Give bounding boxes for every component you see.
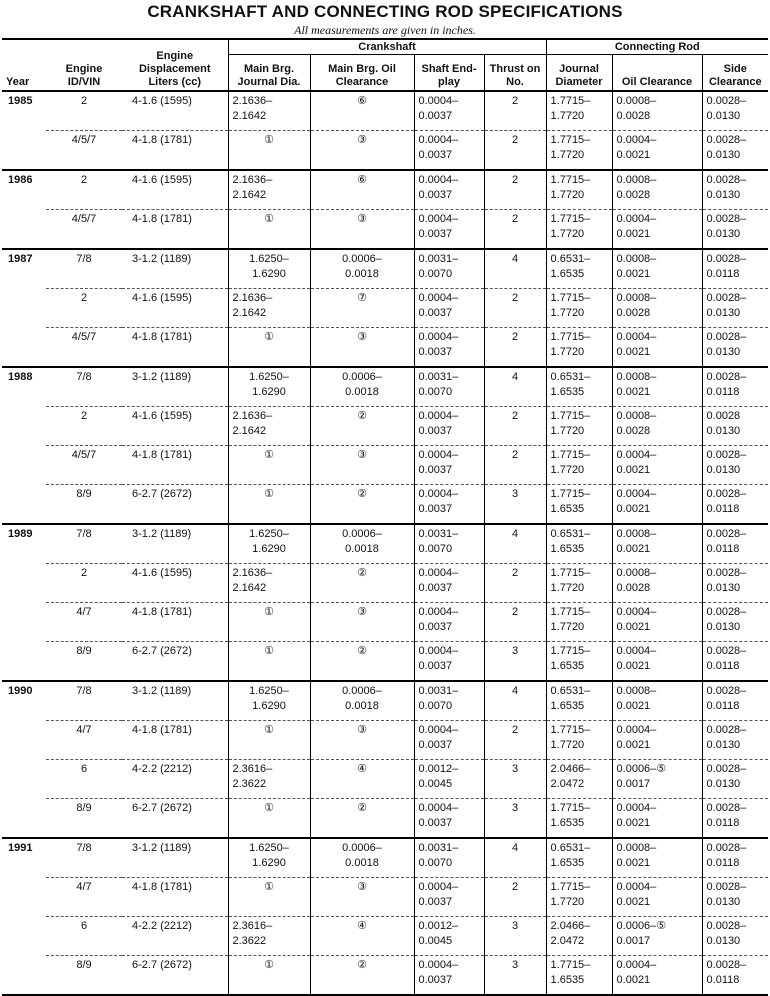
main-brg-oil-cell: 0.0006– 0.0018 xyxy=(310,681,414,721)
year-cell xyxy=(2,721,46,760)
table-row xyxy=(2,721,768,760)
year-cell: 1990 xyxy=(2,681,46,721)
main-brg-oil-cell: ③ xyxy=(310,210,414,250)
table-row xyxy=(2,170,768,210)
engine-id-cell: 7/8 xyxy=(46,681,122,721)
table-row xyxy=(2,131,768,171)
journal-diameter-cell: 1.7715– 1.7720 xyxy=(546,91,612,131)
main-brg-journal-cell: ① xyxy=(228,721,310,760)
rod-oil-clearance-cell: 0.0006–⑤ 0.0017 xyxy=(612,760,702,799)
side-clearance-cell: 0.0028– 0.0118 xyxy=(702,249,768,289)
displacement-cell: 3-1.2 (1189) xyxy=(122,524,228,564)
page-title: CRANKSHAFT AND CONNECTING ROD SPECIFICATIONS xyxy=(147,2,623,21)
header-crankshaft-group: Crankshaft xyxy=(228,39,546,55)
side-clearance-cell: 0.0028– 0.0130 xyxy=(702,760,768,799)
main-brg-oil-cell: ③ xyxy=(310,131,414,171)
journal-diameter-cell: 1.7715– 1.6535 xyxy=(546,642,612,682)
table-row xyxy=(2,956,768,995)
engine-id-cell: 4/5/7 xyxy=(46,131,122,171)
journal-diameter-cell: 1.7715– 1.7720 xyxy=(546,328,612,368)
header-connecting-rod-group: Connecting Rod xyxy=(546,39,768,55)
rod-oil-clearance-cell: 0.0008– 0.0028 xyxy=(612,289,702,328)
displacement-cell: 4-1.8 (1781) xyxy=(122,603,228,642)
engine-id-cell: 4/5/7 xyxy=(46,328,122,368)
rod-oil-clearance-cell: 0.0004– 0.0021 xyxy=(612,328,702,368)
thrust-on-no-cell: 3 xyxy=(484,760,546,799)
main-brg-oil-cell: ② xyxy=(310,642,414,682)
thrust-on-no-cell: 3 xyxy=(484,956,546,995)
engine-id-cell: 8/9 xyxy=(46,485,122,525)
displacement-cell: 4-1.6 (1595) xyxy=(122,289,228,328)
year-cell xyxy=(2,210,46,250)
engine-id-cell: 2 xyxy=(46,91,122,131)
side-clearance-cell: 0.0028– 0.0130 xyxy=(702,131,768,171)
main-brg-journal-cell: 1.6250– 1.6290 xyxy=(228,838,310,878)
side-clearance-cell: 0.0028– 0.0118 xyxy=(702,799,768,839)
main-brg-oil-cell: ② xyxy=(310,564,414,603)
year-cell xyxy=(2,131,46,171)
journal-diameter-cell: 1.7715– 1.6535 xyxy=(546,799,612,839)
shaft-end-play-cell: 0.0012– 0.0045 xyxy=(414,760,484,799)
rod-oil-clearance-cell: 0.0008– 0.0028 xyxy=(612,170,702,210)
engine-id-cell: 4/7 xyxy=(46,721,122,760)
year-cell: 1989 xyxy=(2,524,46,564)
main-brg-oil-cell: ④ xyxy=(310,760,414,799)
main-brg-journal-cell: ① xyxy=(228,210,310,250)
table-header xyxy=(2,39,768,91)
engine-id-cell: 2 xyxy=(46,564,122,603)
journal-diameter-cell: 0.6531– 1.6535 xyxy=(546,681,612,721)
table-row xyxy=(2,799,768,839)
thrust-on-no-cell: 3 xyxy=(484,799,546,839)
header-side-clearance: Side Clearance xyxy=(702,55,768,92)
side-clearance-cell: 0.0028– 0.0130 xyxy=(702,170,768,210)
year-cell xyxy=(2,878,46,917)
shaft-end-play-cell: 0.0004– 0.0037 xyxy=(414,878,484,917)
journal-diameter-cell: 2.0466– 2.0472 xyxy=(546,917,612,956)
rod-oil-clearance-cell: 0.0004– 0.0021 xyxy=(612,131,702,171)
header-oil-clearance: Oil Clearance xyxy=(612,55,702,92)
table-row xyxy=(2,760,768,799)
displacement-cell: 4-1.6 (1595) xyxy=(122,91,228,131)
thrust-on-no-cell: 2 xyxy=(484,564,546,603)
displacement-cell: 4-1.8 (1781) xyxy=(122,210,228,250)
journal-diameter-cell: 1.7715– 1.7720 xyxy=(546,210,612,250)
journal-diameter-cell: 1.7715– 1.7720 xyxy=(546,446,612,485)
side-clearance-cell: 0.0028– 0.0130 xyxy=(702,721,768,760)
rod-oil-clearance-cell: 0.0008– 0.0028 xyxy=(612,407,702,446)
table-row xyxy=(2,642,768,682)
main-brg-oil-cell: 0.0006– 0.0018 xyxy=(310,367,414,407)
main-brg-oil-cell: ③ xyxy=(310,878,414,917)
engine-id-cell: 2 xyxy=(46,407,122,446)
thrust-on-no-cell: 4 xyxy=(484,524,546,564)
side-clearance-cell: 0.0028– 0.0130 xyxy=(702,210,768,250)
year-cell xyxy=(2,956,46,995)
side-clearance-cell: 0.0028– 0.0118 xyxy=(702,956,768,995)
year-cell: 1986 xyxy=(2,170,46,210)
main-brg-journal-cell: 2.1636– 2.1642 xyxy=(228,91,310,131)
rod-oil-clearance-cell: 0.0004– 0.0021 xyxy=(612,446,702,485)
main-brg-journal-cell: 2.1636– 2.1642 xyxy=(228,289,310,328)
thrust-on-no-cell: 2 xyxy=(484,603,546,642)
shaft-end-play-cell: 0.0004– 0.0037 xyxy=(414,210,484,250)
thrust-on-no-cell: 2 xyxy=(484,91,546,131)
header-main-brg-oil: Main Brg. Oil Clearance xyxy=(310,55,414,92)
table-row xyxy=(2,91,768,131)
thrust-on-no-cell: 2 xyxy=(484,446,546,485)
main-brg-journal-cell: 2.1636– 2.1642 xyxy=(228,407,310,446)
thrust-on-no-cell: 4 xyxy=(484,249,546,289)
rod-oil-clearance-cell: 0.0006–⑤ 0.0017 xyxy=(612,917,702,956)
shaft-end-play-cell: 0.0031– 0.0070 xyxy=(414,249,484,289)
shaft-end-play-cell: 0.0004– 0.0037 xyxy=(414,407,484,446)
engine-id-cell: 7/8 xyxy=(46,367,122,407)
side-clearance-cell: 0.0028– 0.0130 xyxy=(702,917,768,956)
thrust-on-no-cell: 3 xyxy=(484,485,546,525)
displacement-cell: 4-1.8 (1781) xyxy=(122,878,228,917)
engine-id-cell: 4/7 xyxy=(46,603,122,642)
shaft-end-play-cell: 0.0004– 0.0037 xyxy=(414,91,484,131)
side-clearance-cell: 0.0028– 0.0130 xyxy=(702,564,768,603)
main-brg-journal-cell: ① xyxy=(228,642,310,682)
shaft-end-play-cell: 0.0004– 0.0037 xyxy=(414,328,484,368)
year-cell: 1988 xyxy=(2,367,46,407)
thrust-on-no-cell: 2 xyxy=(484,170,546,210)
journal-diameter-cell: 1.7715– 1.7720 xyxy=(546,289,612,328)
table-row xyxy=(2,249,768,289)
rod-oil-clearance-cell: 0.0004– 0.0021 xyxy=(612,956,702,995)
rod-oil-clearance-cell: 0.0008– 0.0021 xyxy=(612,249,702,289)
table-row xyxy=(2,328,768,368)
journal-diameter-cell: 1.7715– 1.7720 xyxy=(546,603,612,642)
main-brg-oil-cell: ② xyxy=(310,956,414,995)
journal-diameter-cell: 1.7715– 1.7720 xyxy=(546,170,612,210)
main-brg-journal-cell: ① xyxy=(228,131,310,171)
main-brg-journal-cell: ① xyxy=(228,878,310,917)
journal-diameter-cell: 0.6531– 1.6535 xyxy=(546,838,612,878)
main-brg-oil-cell: ② xyxy=(310,799,414,839)
table-row xyxy=(2,524,768,564)
journal-diameter-cell: 0.6531– 1.6535 xyxy=(546,524,612,564)
main-brg-oil-cell: ⑥ xyxy=(310,170,414,210)
main-brg-journal-cell: ① xyxy=(228,485,310,525)
journal-diameter-cell: 1.7715– 1.6535 xyxy=(546,956,612,995)
displacement-cell: 4-1.6 (1595) xyxy=(122,407,228,446)
main-brg-journal-cell: ① xyxy=(228,446,310,485)
side-clearance-cell: 0.0028– 0.0130 xyxy=(702,603,768,642)
side-clearance-cell: 0.0028– 0.0118 xyxy=(702,524,768,564)
main-brg-oil-cell: ③ xyxy=(310,328,414,368)
main-brg-oil-cell: ③ xyxy=(310,721,414,760)
year-cell xyxy=(2,407,46,446)
side-clearance-cell: 0.0028– 0.0130 xyxy=(702,878,768,917)
table-row xyxy=(2,838,768,878)
header-thrust-on-no: Thrust on No. xyxy=(484,55,546,92)
engine-id-cell: 2 xyxy=(46,289,122,328)
rod-oil-clearance-cell: 0.0004– 0.0021 xyxy=(612,603,702,642)
displacement-cell: 4-1.8 (1781) xyxy=(122,721,228,760)
main-brg-journal-cell: 1.6250– 1.6290 xyxy=(228,249,310,289)
shaft-end-play-cell: 0.0004– 0.0037 xyxy=(414,170,484,210)
displacement-cell: 4-1.8 (1781) xyxy=(122,328,228,368)
displacement-cell: 6-2.7 (2672) xyxy=(122,956,228,995)
engine-id-cell: 7/8 xyxy=(46,249,122,289)
shaft-end-play-cell: 0.0031– 0.0070 xyxy=(414,681,484,721)
main-brg-oil-cell: 0.0006– 0.0018 xyxy=(310,524,414,564)
shaft-end-play-cell: 0.0004– 0.0037 xyxy=(414,564,484,603)
rod-oil-clearance-cell: 0.0004– 0.0021 xyxy=(612,878,702,917)
thrust-on-no-cell: 2 xyxy=(484,328,546,368)
main-brg-oil-cell: ② xyxy=(310,407,414,446)
displacement-cell: 4-1.8 (1781) xyxy=(122,446,228,485)
main-brg-journal-cell: ① xyxy=(228,799,310,839)
displacement-cell: 4-2.2 (2212) xyxy=(122,917,228,956)
engine-id-cell: 8/9 xyxy=(46,642,122,682)
thrust-on-no-cell: 2 xyxy=(484,721,546,760)
journal-diameter-cell: 1.7715– 1.7720 xyxy=(546,131,612,171)
displacement-cell: 4-1.6 (1595) xyxy=(122,170,228,210)
year-cell xyxy=(2,564,46,603)
header-displacement: Engine Displacement Liters (cc) xyxy=(138,50,211,88)
main-brg-journal-cell: ① xyxy=(228,328,310,368)
displacement-cell: 4-1.8 (1781) xyxy=(122,131,228,171)
table-body xyxy=(2,91,768,994)
header-year: Year xyxy=(6,76,30,88)
shaft-end-play-cell: 0.0004– 0.0037 xyxy=(414,799,484,839)
table-row xyxy=(2,681,768,721)
main-brg-journal-cell: 2.3616– 2.3622 xyxy=(228,760,310,799)
main-brg-journal-cell: 2.1636– 2.1642 xyxy=(228,170,310,210)
journal-diameter-cell: 1.7715– 1.7720 xyxy=(546,407,612,446)
journal-diameter-cell: 0.6531– 1.6535 xyxy=(546,249,612,289)
rod-oil-clearance-cell: 0.0008– 0.0028 xyxy=(612,564,702,603)
rod-oil-clearance-cell: 0.0004– 0.0021 xyxy=(612,721,702,760)
rod-oil-clearance-cell: 0.0008– 0.0021 xyxy=(612,838,702,878)
shaft-end-play-cell: 0.0004– 0.0037 xyxy=(414,721,484,760)
side-clearance-cell: 0.0028– 0.0130 xyxy=(702,446,768,485)
thrust-on-no-cell: 3 xyxy=(484,642,546,682)
rod-oil-clearance-cell: 0.0004– 0.0021 xyxy=(612,642,702,682)
main-brg-journal-cell: 1.6250– 1.6290 xyxy=(228,524,310,564)
shaft-end-play-cell: 0.0004– 0.0037 xyxy=(414,446,484,485)
shaft-end-play-cell: 0.0031– 0.0070 xyxy=(414,524,484,564)
page-subtitle: All measurements are given in inches. xyxy=(294,23,476,37)
side-clearance-cell: 0.0028– 0.0130 xyxy=(702,91,768,131)
displacement-cell: 3-1.2 (1189) xyxy=(122,249,228,289)
thrust-on-no-cell: 2 xyxy=(484,289,546,328)
year-cell xyxy=(2,760,46,799)
engine-id-cell: 6 xyxy=(46,760,122,799)
side-clearance-cell: 0.0028– 0.0118 xyxy=(702,367,768,407)
main-brg-oil-cell: 0.0006– 0.0018 xyxy=(310,838,414,878)
year-cell xyxy=(2,917,46,956)
displacement-cell: 3-1.2 (1189) xyxy=(122,838,228,878)
table-row xyxy=(2,446,768,485)
year-cell xyxy=(2,642,46,682)
main-brg-oil-cell: ③ xyxy=(310,603,414,642)
table-row xyxy=(2,485,768,525)
main-brg-oil-cell: ④ xyxy=(310,917,414,956)
table-row xyxy=(2,878,768,917)
journal-diameter-cell: 1.7715– 1.7720 xyxy=(546,878,612,917)
thrust-on-no-cell: 4 xyxy=(484,367,546,407)
shaft-end-play-cell: 0.0004– 0.0037 xyxy=(414,131,484,171)
table-row xyxy=(2,917,768,956)
shaft-end-play-cell: 0.0031– 0.0070 xyxy=(414,838,484,878)
main-brg-journal-cell: 1.6250– 1.6290 xyxy=(228,367,310,407)
table-row xyxy=(2,564,768,603)
rod-oil-clearance-cell: 0.0004– 0.0021 xyxy=(612,485,702,525)
journal-diameter-cell: 2.0466– 2.0472 xyxy=(546,760,612,799)
displacement-cell: 4-2.2 (2212) xyxy=(122,760,228,799)
table-row xyxy=(2,289,768,328)
table-row xyxy=(2,367,768,407)
header-engine-id: Engine ID/VIN xyxy=(65,63,103,88)
side-clearance-cell: 0.0028– 0.0130 xyxy=(702,289,768,328)
engine-id-cell: 4/5/7 xyxy=(46,446,122,485)
displacement-cell: 6-2.7 (2672) xyxy=(122,485,228,525)
displacement-cell: 4-1.6 (1595) xyxy=(122,564,228,603)
journal-diameter-cell: 0.6531– 1.6535 xyxy=(546,367,612,407)
main-brg-journal-cell: 1.6250– 1.6290 xyxy=(228,681,310,721)
shaft-end-play-cell: 0.0004– 0.0037 xyxy=(414,603,484,642)
side-clearance-cell: 0.0028– 0.0118 xyxy=(702,681,768,721)
engine-id-cell: 6 xyxy=(46,917,122,956)
header-main-brg-journal: Main Brg. Journal Dia. xyxy=(228,55,310,92)
side-clearance-cell: 0.0028– 0.0130 xyxy=(702,328,768,368)
shaft-end-play-cell: 0.0012– 0.0045 xyxy=(414,917,484,956)
engine-id-cell: 4/5/7 xyxy=(46,210,122,250)
side-clearance-cell: 0.0028 0.0130 xyxy=(702,407,768,446)
displacement-cell: 3-1.2 (1189) xyxy=(122,681,228,721)
table-row xyxy=(2,210,768,250)
shaft-end-play-cell: 0.0004– 0.0037 xyxy=(414,485,484,525)
thrust-on-no-cell: 2 xyxy=(484,878,546,917)
rod-oil-clearance-cell: 0.0004– 0.0021 xyxy=(612,210,702,250)
shaft-end-play-cell: 0.0004– 0.0037 xyxy=(414,956,484,995)
table-row xyxy=(2,407,768,446)
shaft-end-play-cell: 0.0004– 0.0037 xyxy=(414,642,484,682)
main-brg-journal-cell: ① xyxy=(228,603,310,642)
rod-oil-clearance-cell: 0.0008– 0.0028 xyxy=(612,91,702,131)
main-brg-oil-cell: 0.0006– 0.0018 xyxy=(310,249,414,289)
rod-oil-clearance-cell: 0.0008– 0.0021 xyxy=(612,681,702,721)
main-brg-oil-cell: ⑦ xyxy=(310,289,414,328)
journal-diameter-cell: 1.7715– 1.7720 xyxy=(546,564,612,603)
journal-diameter-cell: 1.7715– 1.6535 xyxy=(546,485,612,525)
side-clearance-cell: 0.0028– 0.0118 xyxy=(702,485,768,525)
thrust-on-no-cell: 3 xyxy=(484,917,546,956)
engine-id-cell: 7/8 xyxy=(46,524,122,564)
rod-oil-clearance-cell: 0.0004– 0.0021 xyxy=(612,799,702,839)
main-brg-oil-cell: ③ xyxy=(310,446,414,485)
side-clearance-cell: 0.0028– 0.0118 xyxy=(702,838,768,878)
table-row xyxy=(2,603,768,642)
journal-diameter-cell: 1.7715– 1.7720 xyxy=(546,721,612,760)
main-brg-journal-cell: ① xyxy=(228,956,310,995)
year-cell xyxy=(2,446,46,485)
shaft-end-play-cell: 0.0004– 0.0037 xyxy=(414,289,484,328)
header-journal-diameter: Journal Diameter xyxy=(546,55,612,92)
engine-id-cell: 4/7 xyxy=(46,878,122,917)
thrust-on-no-cell: 2 xyxy=(484,131,546,171)
displacement-cell: 6-2.7 (2672) xyxy=(122,642,228,682)
year-cell xyxy=(2,485,46,525)
engine-id-cell: 8/9 xyxy=(46,799,122,839)
year-cell: 1987 xyxy=(2,249,46,289)
thrust-on-no-cell: 2 xyxy=(484,407,546,446)
main-brg-oil-cell: ⑥ xyxy=(310,91,414,131)
main-brg-journal-cell: 2.3616– 2.3622 xyxy=(228,917,310,956)
year-cell: 1991 xyxy=(2,838,46,878)
thrust-on-no-cell: 4 xyxy=(484,838,546,878)
shaft-end-play-cell: 0.0031– 0.0070 xyxy=(414,367,484,407)
year-cell xyxy=(2,328,46,368)
year-cell: 1985 xyxy=(2,91,46,131)
main-brg-oil-cell: ② xyxy=(310,485,414,525)
rod-oil-clearance-cell: 0.0008– 0.0021 xyxy=(612,524,702,564)
year-cell xyxy=(2,603,46,642)
thrust-on-no-cell: 2 xyxy=(484,210,546,250)
year-cell xyxy=(2,799,46,839)
engine-id-cell: 2 xyxy=(46,170,122,210)
year-cell xyxy=(2,289,46,328)
displacement-cell: 3-1.2 (1189) xyxy=(122,367,228,407)
side-clearance-cell: 0.0028– 0.0118 xyxy=(702,642,768,682)
engine-id-cell: 8/9 xyxy=(46,956,122,995)
thrust-on-no-cell: 4 xyxy=(484,681,546,721)
spec-table xyxy=(2,38,768,994)
rod-oil-clearance-cell: 0.0008– 0.0021 xyxy=(612,367,702,407)
engine-id-cell: 7/8 xyxy=(46,838,122,878)
header-shaft-end-play: Shaft End-play xyxy=(414,55,484,92)
displacement-cell: 6-2.7 (2672) xyxy=(122,799,228,839)
main-brg-journal-cell: 2.1636– 2.1642 xyxy=(228,564,310,603)
